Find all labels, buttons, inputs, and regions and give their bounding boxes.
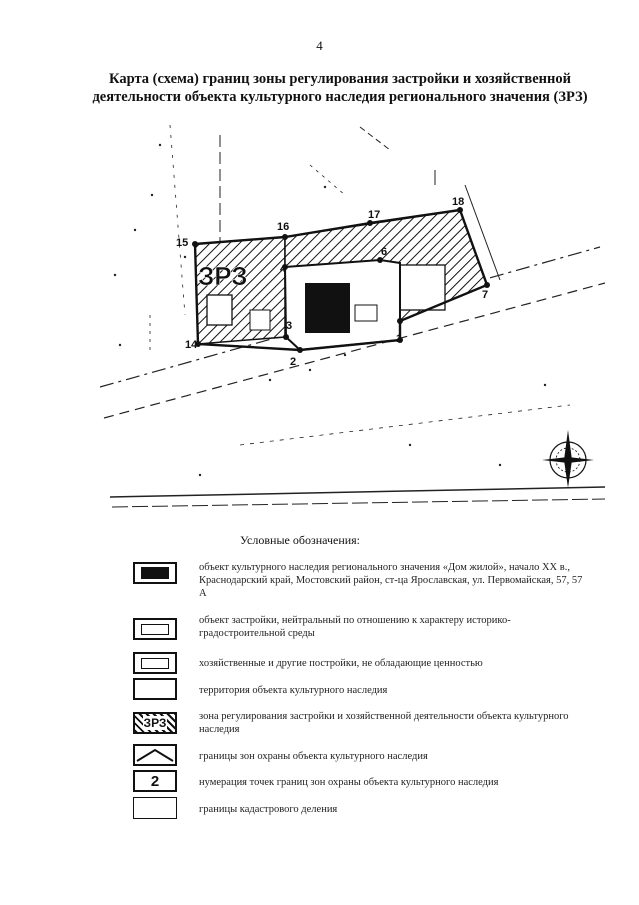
- heritage-object-symbol: [133, 562, 177, 584]
- legend-item: [133, 562, 593, 608]
- building-utility: [207, 295, 232, 325]
- heritage-territory-symbol: [133, 678, 177, 700]
- legend-item: [133, 744, 593, 770]
- utility-building-symbol: [133, 652, 177, 674]
- point-number-label: 2: [150, 772, 160, 790]
- legend-text: территория объекта культурного наследия: [199, 685, 388, 696]
- zone-map: [90, 115, 610, 520]
- title-line-2: деятельности объекта культурного наследия регионального значения (ЗРЗ): [92, 89, 588, 105]
- legend-item: [133, 710, 593, 740]
- building-utility: [355, 305, 377, 321]
- point-label: 17: [368, 209, 381, 221]
- point-label: 15: [176, 237, 189, 249]
- legend-text: границы зон охраны объекта культурного наследия: [199, 751, 428, 762]
- point-label: 4: [280, 263, 287, 275]
- point-label: 16: [277, 221, 290, 233]
- legend-text: объект культурного наследия регионального значения «Дом жилой», начало XX в., Краснодарский край, Мостовский район, ст-ца Ярославская, ул. Первомайская, 57, 57 А: [199, 562, 583, 599]
- point-number-symbol: [133, 770, 177, 792]
- point-label: 3: [286, 320, 293, 332]
- title-line-1: Карта (схема) границ зоны регулирования застройки и хозяйственной: [109, 71, 571, 87]
- point-label: 14: [185, 339, 198, 351]
- legend-text: нумерация точек границ зон охраны объекта культурного наследия: [199, 777, 499, 788]
- legend-text: границы кадастрового деления: [199, 804, 338, 815]
- legend-item: [133, 678, 593, 704]
- map-title: [40, 70, 639, 106]
- boundary-line-icon: [135, 746, 175, 764]
- point-label: 1: [396, 333, 403, 345]
- legend-item: [133, 652, 593, 678]
- point-label: 7: [482, 289, 489, 301]
- building-utility: [250, 310, 270, 330]
- cadastral-boundary-symbol: [133, 797, 177, 819]
- legend-text: объект застройки, нейтральный по отношению к характеру историко-градостроительной среды: [199, 615, 511, 639]
- legend-text: хозяйственные и другие постройки, не обладающие ценностью: [199, 658, 483, 669]
- legend-item: [133, 614, 593, 644]
- heritage-object: [305, 283, 350, 333]
- point-label: 6: [381, 246, 388, 258]
- zrz-symbol-label: ЗРЗ: [143, 716, 167, 730]
- legend-item: [133, 770, 593, 796]
- point-label: 2: [290, 356, 297, 368]
- zrz-zone-symbol: [133, 712, 177, 734]
- north-arrow-icon: [542, 430, 594, 488]
- legend-heading: Условные обозначения:: [240, 533, 361, 547]
- neutral-building-symbol: [133, 618, 177, 640]
- page-number: 4: [316, 38, 323, 53]
- point-label: 18: [452, 196, 465, 208]
- zone-label: ЗРЗ: [198, 261, 248, 291]
- legend-text: зона регулирования застройки и хозяйственной деятельности объекта культурного наследия: [199, 711, 569, 735]
- legend-item: [133, 797, 593, 823]
- zone-boundary-symbol: [133, 744, 177, 766]
